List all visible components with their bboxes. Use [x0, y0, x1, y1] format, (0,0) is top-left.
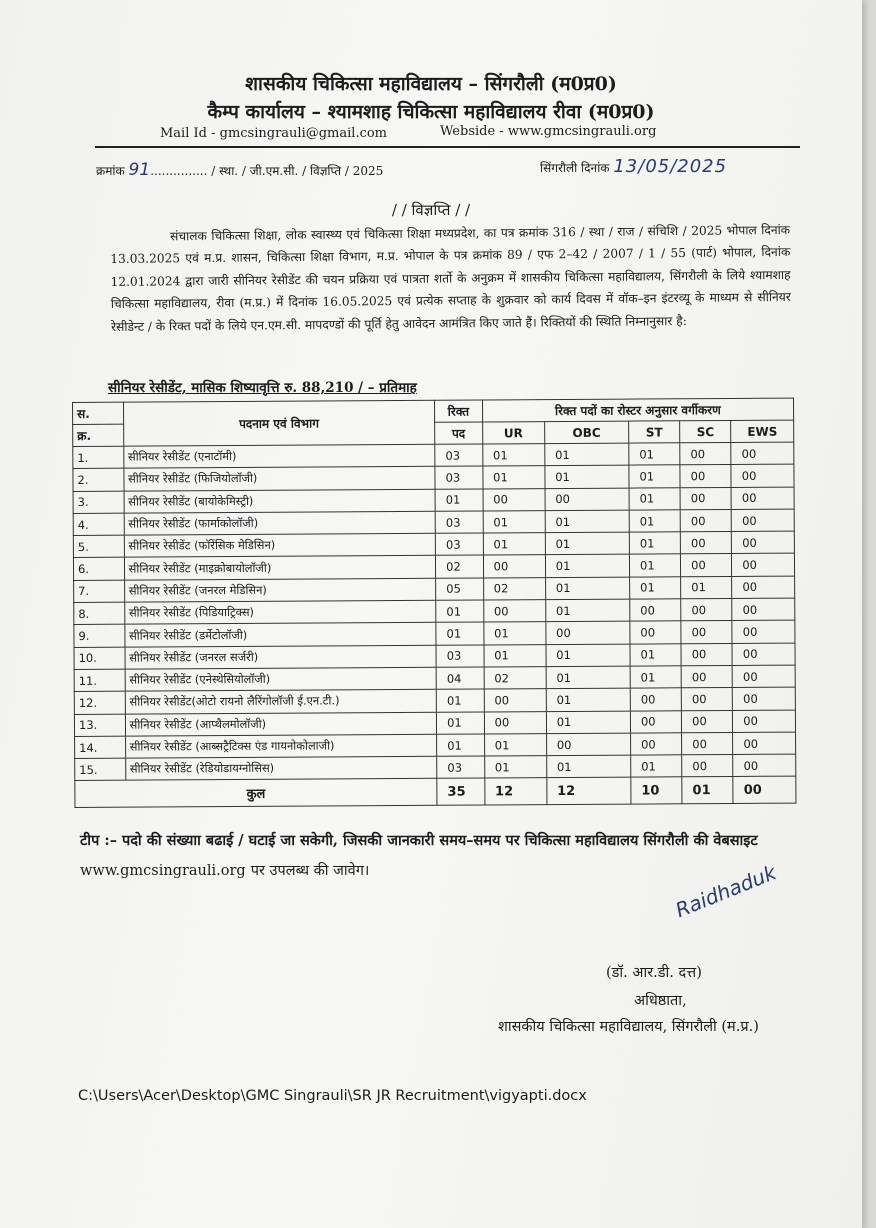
row-ur: 01 [483, 533, 545, 556]
row-post: सीनियर रेसीडेंट (एनेस्थेसियोलॉजी) [125, 667, 437, 691]
row-sc: 00 [680, 465, 731, 488]
row-st: 01 [629, 487, 680, 510]
col-sn-line1: स. [73, 402, 124, 424]
row-ews: 00 [732, 643, 795, 666]
row-obc: 00 [546, 733, 630, 756]
col-vac-line1: रिक्त [435, 400, 483, 422]
row-obc: 01 [545, 599, 629, 622]
row-sc: 00 [680, 487, 731, 510]
row-sc: 00 [681, 665, 732, 688]
row-post: सीनियर रेसीडेंट (फॉरेंसिक मेडिसिन) [124, 533, 436, 557]
row-sn: 1. [73, 446, 124, 469]
total-st: 10 [631, 777, 682, 804]
row-vac: 03 [435, 511, 483, 534]
row-ews: 00 [731, 442, 794, 465]
row-post: सीनियर रेसीडेंट (रेडियोडायग्नोसिस) [125, 756, 437, 780]
row-sn: 10. [74, 647, 125, 670]
row-sc: 00 [682, 755, 733, 778]
note-paragraph [80, 826, 790, 886]
row-post: सीनियर रेसीडेंट (फार्माकोलॉजी) [124, 511, 436, 535]
row-post: सीनियर रेसीडेंट(ओटो रायनो लैरिंगोलॉजी ई.एन.टी.) [125, 690, 437, 714]
row-ews: 00 [732, 531, 795, 554]
row-obc: 01 [545, 577, 629, 600]
row-ews: 00 [732, 665, 795, 688]
row-vac: 01 [435, 489, 483, 512]
row-ews: 00 [731, 464, 794, 487]
header-college-name: शासकीय चिकित्सा महाविद्यालय – सिंगरौली (म0प्र0) [245, 73, 617, 95]
row-ur: 01 [484, 644, 546, 667]
note-text-2: पर उपलब्ध की जावेग। [250, 863, 370, 879]
row-sn: 11. [74, 669, 125, 692]
row-st: 01 [629, 443, 680, 466]
row-ews: 00 [732, 620, 795, 643]
row-st: 01 [631, 755, 682, 778]
total-row [75, 777, 796, 808]
row-post: सीनियर रेसीडेंट (डर्मेटोलॉजी) [125, 623, 437, 647]
col-st: ST [629, 421, 680, 443]
reference-dots: ............... [150, 164, 208, 178]
row-sn: 6. [73, 558, 124, 581]
row-ur: 01 [483, 511, 545, 534]
row-st: 01 [630, 666, 681, 689]
row-sc: 00 [681, 599, 732, 622]
reference-prefix: क्रमांक [96, 164, 125, 178]
row-sc: 00 [681, 688, 732, 711]
row-obc: 01 [546, 711, 630, 734]
row-st: 01 [629, 465, 680, 488]
row-sn: 5. [73, 535, 124, 558]
row-obc: 01 [546, 755, 630, 778]
col-ews: EWS [731, 420, 794, 442]
row-st: 01 [630, 577, 681, 600]
row-obc: 01 [546, 644, 630, 667]
row-ews: 00 [733, 710, 796, 733]
col-roster: रिक्त पदों का रोस्टर अनुसार वर्गीकरण [482, 398, 793, 422]
row-obc: 01 [545, 555, 629, 578]
row-sn: 8. [74, 602, 125, 625]
row-sc: 00 [680, 442, 731, 465]
row-st: 01 [630, 643, 681, 666]
col-obc: OBC [544, 421, 628, 444]
row-ur: 01 [482, 444, 544, 467]
row-vac: 04 [436, 667, 484, 690]
row-vac: 03 [436, 645, 484, 668]
row-vac: 03 [435, 444, 483, 467]
row-obc: 00 [545, 488, 629, 511]
row-vac: 03 [437, 756, 485, 779]
header-website: Webside - www.gmcsingrauli.org [440, 124, 657, 139]
row-sc: 00 [680, 509, 731, 532]
row-post: सीनियर रेसीडेंट (पिडियाट्रिक्स) [124, 600, 436, 624]
row-sn: 9. [74, 625, 125, 648]
row-sn: 3. [73, 491, 124, 514]
row-ur: 01 [484, 733, 546, 756]
row-sc: 00 [682, 710, 733, 733]
row-ews: 00 [732, 554, 795, 577]
row-sc: 00 [680, 532, 731, 555]
row-sc: 00 [681, 643, 732, 666]
date-label: सिंगरौली दिनांक [540, 161, 610, 175]
row-vac: 01 [437, 734, 485, 757]
row-ur: 01 [484, 756, 546, 779]
row-vac: 01 [437, 712, 485, 735]
reference-suffix: / स्था. / जी.एम.सी. / विज्ञप्ति / 2025 [211, 164, 384, 178]
col-vac-line2: पद [435, 422, 483, 444]
row-sc: 00 [681, 621, 732, 644]
row-st: 00 [630, 621, 681, 644]
row-sc: 00 [682, 732, 733, 755]
body-text: संचालक चिकित्सा शिक्षा, लोक स्वास्थ्य एवं चिकित्सा शिक्षा मध्यप्रदेश, का पत्र क्रमांक 316 / स्था / राज / संचिशि / 2025 भोपाल दिनांक 13.03.2025 एवं म.प्र. शासन, चिकित्सा शिक्षा विभाग, म.प्र. भोपाल के पत्र क्रमांक 89 / एफ 2–42 / 2007 / 1 / 55 (पार्ट) भोपाल, दिनांक 12.01.2024 द्वारा जारी सीनियर रेसीडेंट की चयन प्रक्रिया एवं पात्रता शर्तो के अनुक्रम में शासकीय चिकित्सा महाविद्यालय, सिंगरौली के लिये श्यामशाह चिकित्सा महाविद्यालय, रीवा (म.प्र.) में दिनांक 16.05.2025 एवं प्रत्येक सप्ताह के शुक्रवार को कार्य दिवस में वॉक–इन इंटरव्यू के माध्यम से सीनियर रेसीडेन्ट / के रिक्त पदों के लिये एन.एम.सी. मापदण्डों की पूर्ति हेतु आवेदन आमंत्रित किए जाते हैं। रिक्तियों की स्थिति निम्नानुसार है: [110, 222, 791, 334]
total-vac: 35 [437, 778, 485, 805]
header-camp-office: कैम्प कार्यालय – श्यामशाह चिकित्सा महाविद्यालय रीवा (म0प्र0) [207, 101, 655, 123]
file-path: C:\Users\Acer\Desktop\GMC Singrauli\SR JR Recruitment\vigyapti.docx [78, 1088, 587, 1104]
row-post: सीनियर रेसीडेंट (एनाटॉमी) [123, 444, 435, 468]
row-sn: 12. [74, 691, 125, 714]
row-vac: 03 [435, 533, 483, 556]
row-post: सीनियर रेसीडेंट (बायोकेमिस्ट्री) [124, 489, 436, 513]
row-st: 01 [629, 532, 680, 555]
row-ews: 00 [733, 732, 796, 755]
row-ur: 00 [484, 711, 546, 734]
row-obc: 01 [546, 688, 630, 711]
col-sn-line2: क्र. [73, 424, 124, 446]
date-handwritten: 13/05/2025 [613, 156, 728, 177]
row-vac: 01 [436, 600, 484, 623]
col-sc: SC [680, 420, 731, 442]
row-st: 00 [630, 599, 681, 622]
row-ews: 00 [732, 576, 795, 599]
reference-date [540, 156, 727, 177]
row-ur: 00 [483, 488, 545, 511]
handwritten-signature: Raidhaduk [672, 860, 780, 923]
row-ur: 00 [484, 689, 546, 712]
col-ur: UR [482, 422, 544, 444]
row-ews: 00 [731, 509, 794, 532]
row-ur: 00 [483, 555, 545, 578]
row-obc: 01 [545, 510, 629, 533]
row-vac: 02 [436, 555, 484, 578]
row-post: सीनियर रेसीडेंट (माइक्रोबायोलॉजी) [124, 556, 436, 580]
row-sn: 13. [74, 714, 125, 737]
notice-title: / / विज्ञप्ति / / [391, 201, 471, 219]
row-vac: 01 [436, 622, 484, 645]
row-sn: 7. [74, 580, 125, 603]
row-sn: 4. [73, 513, 124, 536]
row-st: 00 [631, 733, 682, 756]
row-sn: 14. [75, 736, 126, 759]
signatory-name: (डॉ. आर.डी. दत्त) [606, 965, 702, 981]
row-post: सीनियर रेसीडेंट (जनरल मेडिसिन) [124, 578, 436, 602]
row-ur: 01 [483, 466, 545, 489]
row-st: 00 [630, 710, 681, 733]
row-sn: 15. [75, 758, 126, 781]
row-st: 01 [629, 510, 680, 533]
reference-handwritten-number: 91 [128, 160, 151, 180]
reference-number [96, 160, 383, 180]
total-sc: 01 [682, 777, 733, 804]
total-label: कुल [75, 779, 437, 808]
row-sc: 01 [681, 576, 732, 599]
total-ur: 12 [484, 778, 546, 805]
row-obc: 00 [546, 621, 630, 644]
row-obc: 01 [544, 443, 628, 466]
row-ur: 01 [483, 622, 545, 645]
row-ur: 02 [484, 667, 546, 690]
row-st: 00 [630, 688, 681, 711]
signatory-office: शासकीय चिकित्सा महाविद्यालय, सिंगरौली (म.प्र.) [498, 1019, 759, 1035]
vacancy-table [72, 398, 796, 809]
row-obc: 01 [545, 532, 629, 555]
row-obc: 01 [546, 666, 630, 689]
vacancy-rows [73, 442, 796, 781]
header-mail: Mail Id - gmcsingrauli@gmail.com [160, 126, 388, 141]
body-paragraph [110, 219, 791, 338]
row-ews: 00 [733, 687, 796, 710]
note-text-1: टीप :– पदो की संख्याा बढाई / घटाई जा सकेगी, जिसकी जानकारी समय–समय पर चिकित्सा महाविद्यालय सिंगरौली की वेबसाइट [80, 832, 758, 849]
stipend-subheading: सीनियर रेसीडेंट, मासिक शिष्यावृत्ति रु. 88,210 / – प्रतिमाह [108, 380, 417, 396]
row-post: सीनियर रेसीडेंट (आप्थैलमोलॉजी) [125, 712, 437, 736]
row-post: सीनियर रेसीडेंट (आब्सट्रैटिक्स एंड गायनोकोलाजी) [125, 734, 437, 758]
row-post: सीनियर रेसीडेंट (फिजियोलॉजी) [124, 467, 436, 491]
row-sc: 00 [681, 554, 732, 577]
col-post: पदनाम एवं विभाग [123, 400, 435, 446]
row-ews: 00 [733, 754, 796, 777]
total-ews: 00 [733, 777, 796, 804]
row-ews: 00 [731, 487, 794, 510]
row-obc: 01 [545, 465, 629, 488]
row-post: सीनियर रेसीडेंट (जनरल सर्जरी) [125, 645, 437, 669]
row-vac: 05 [436, 578, 484, 601]
row-st: 01 [629, 554, 680, 577]
note-website: www.gmcsingrauli.org [80, 863, 246, 879]
total-obc: 12 [547, 778, 631, 806]
row-vac: 01 [436, 689, 484, 712]
row-ur: 02 [483, 577, 545, 600]
header-divider [95, 146, 800, 148]
row-sn: 2. [73, 468, 124, 491]
row-ur: 00 [483, 600, 545, 623]
signatory-designation: अधिष्ठाता, [634, 993, 687, 1009]
row-ews: 00 [732, 598, 795, 621]
row-vac: 03 [435, 466, 483, 489]
